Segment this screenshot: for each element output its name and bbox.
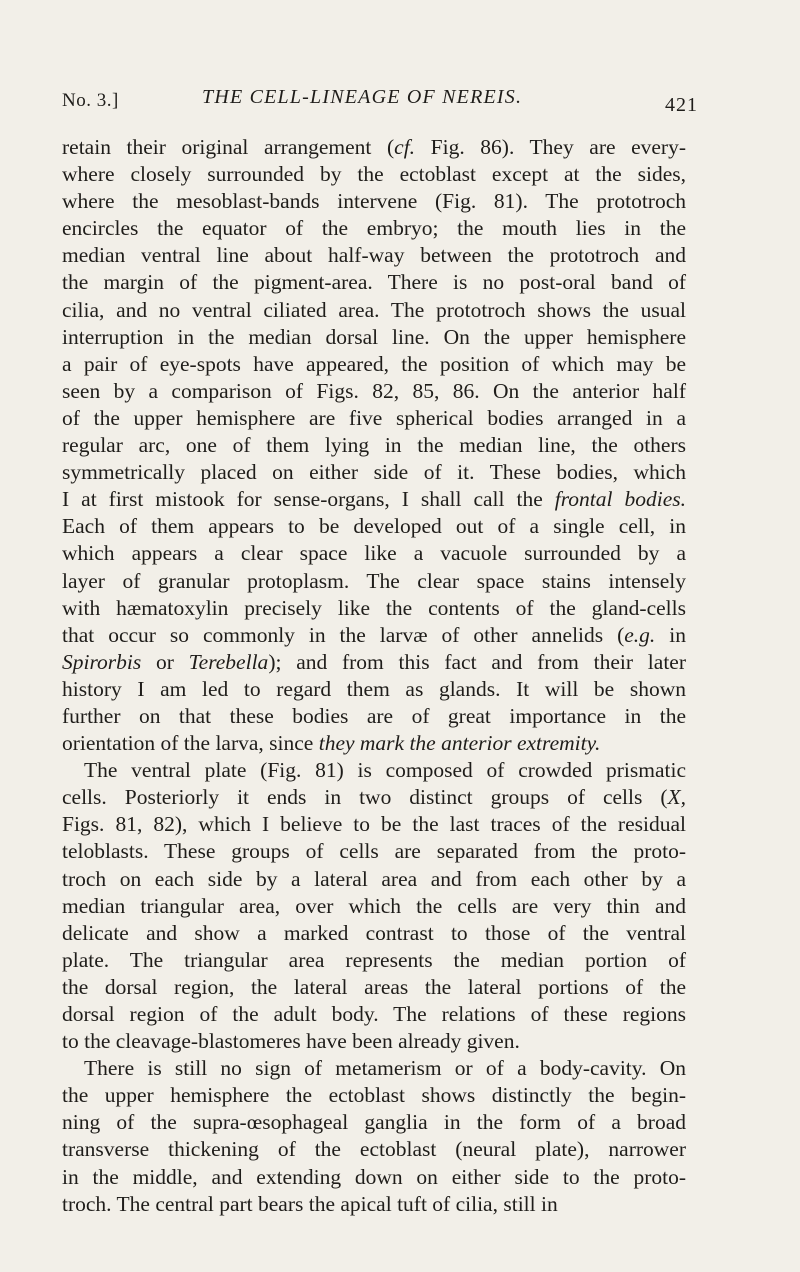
text-segment: in the middle, and extending down on either side to the proto- <box>62 1164 686 1189</box>
text-segment: Each of them appears to be developed out of a single cell, in <box>62 514 686 539</box>
text-line <box>62 134 686 161</box>
text-segment: cells. Posteriorly it ends in two distinct groups of cells ( <box>62 785 668 810</box>
text-line <box>62 947 686 974</box>
italic-text: Terebella <box>188 649 269 674</box>
text-line <box>62 730 686 757</box>
text-segment: Figs. 81, 82), which I believe to be the last traces of the residual <box>62 812 686 837</box>
page-number: 421 <box>665 94 698 116</box>
text-segment: retain their original arrangement ( <box>62 135 395 159</box>
text-segment: median ventral line about half-way between the prototroch and <box>62 243 686 268</box>
text-line <box>62 405 686 432</box>
text-segment: Fig. 86). They are every- <box>415 135 687 159</box>
text-segment: The ventral plate (Fig. 81) is composed of crowded prismatic <box>84 758 686 783</box>
text-line <box>62 838 686 865</box>
text-line <box>62 351 686 378</box>
text-line <box>62 1028 686 1055</box>
text-segment: the upper hemisphere the ectoblast shows distinctly the begin- <box>62 1083 686 1108</box>
text-segment: layer of granular protoplasm. The clear space stains intensely <box>62 568 686 593</box>
text-line <box>62 540 686 567</box>
text-segment: in <box>655 622 686 647</box>
text-segment: cilia, and no ventral ciliated area. The prototroch shows the usual <box>62 297 686 322</box>
text-segment: transverse thickening of the ectoblast (neural plate), narrower <box>62 1137 686 1162</box>
text-segment: to the cleavage-blastomeres have been already given. <box>62 1029 520 1054</box>
text-segment: a pair of eye-spots have appeared, the position of which may be <box>62 351 686 376</box>
text-segment: troch on each side by a lateral area and from each other by a <box>62 866 686 891</box>
text-segment: encircles the equator of the embryo; the mouth lies in the <box>62 216 686 241</box>
text-line <box>62 1136 686 1163</box>
text-segment: or <box>141 649 189 674</box>
text-line <box>62 432 686 459</box>
text-line <box>62 324 686 351</box>
text-line <box>62 703 686 730</box>
italic-text: frontal bodies. <box>554 487 687 512</box>
text-segment: where closely surrounded by the ectoblast except at the sides, <box>62 162 686 187</box>
paragraph <box>62 757 686 1055</box>
text-line <box>62 1082 686 1109</box>
running-title: THE CELL-LINEAGE OF NEREIS. <box>202 86 523 108</box>
text-line <box>62 757 686 784</box>
text-line <box>62 784 686 811</box>
text-line <box>62 568 686 595</box>
text-line <box>62 486 686 513</box>
text-segment: dorsal region of the adult body. The relations of these regions <box>62 1002 686 1026</box>
text-line <box>62 269 686 296</box>
body-text <box>62 134 686 1218</box>
text-segment: of the upper hemisphere are five spherical bodies arranged in a <box>62 405 686 430</box>
text-segment: with hæmatoxylin precisely like the contents of the gland-cells <box>62 595 686 620</box>
text-line <box>62 676 686 703</box>
text-segment: ); and from this fact and from their later <box>268 649 686 674</box>
text-line <box>62 297 686 324</box>
text-line <box>62 649 686 676</box>
text-segment: I at first mistook for sense-organs, I shall call the <box>62 487 555 512</box>
text-segment: that occur so commonly in the larvæ of other annelids ( <box>62 622 625 647</box>
text-segment: teloblasts. These groups of cells are separated from the proto- <box>62 839 686 864</box>
text-segment: the dorsal region, the lateral areas the lateral portions of the <box>62 974 686 999</box>
text-line <box>62 1055 686 1082</box>
text-line <box>62 161 686 188</box>
text-segment: regular arc, one of them lying in the median line, the others <box>62 433 686 458</box>
text-line <box>62 974 686 1001</box>
text-line <box>62 215 686 242</box>
text-line <box>62 1191 686 1218</box>
text-line <box>62 866 686 893</box>
text-segment: the margin of the pigment-area. There is no post-oral band of <box>62 270 686 295</box>
text-line <box>62 188 686 215</box>
text-segment: There is still no sign of metamerism or of a body-cavity. On <box>84 1056 686 1081</box>
paragraph <box>62 1055 686 1218</box>
text-line <box>62 622 686 649</box>
text-segment: seen by a comparison of Figs. 82, 85, 86. On the anterior half <box>62 378 686 403</box>
italic-text: they mark the anterior extremity. <box>318 731 601 756</box>
text-line <box>62 893 686 920</box>
journal-number: No. 3.] <box>62 90 119 111</box>
text-segment: ning of the supra-œsophageal ganglia in the form of a broad <box>62 1110 686 1135</box>
text-segment: history I am led to regard them as glands. It will be shown <box>62 676 686 701</box>
italic-text: e.g. <box>624 622 656 647</box>
text-line <box>62 242 686 269</box>
italic-text: X, <box>667 785 686 810</box>
italic-text: Spirorbis <box>62 649 142 674</box>
italic-text: cf. <box>394 135 416 159</box>
text-segment: symmetrically placed on either side of it. These bodies, which <box>62 460 686 485</box>
text-segment: which appears a clear space like a vacuole surrounded by a <box>62 541 686 566</box>
text-line <box>62 920 686 947</box>
text-line <box>62 1109 686 1136</box>
text-line <box>62 513 686 540</box>
paragraph <box>62 134 686 757</box>
text-line <box>62 595 686 622</box>
text-line <box>62 378 686 405</box>
text-segment: median triangular area, over which the cells are very thin and <box>62 893 686 918</box>
text-line <box>62 811 686 838</box>
text-line <box>62 1164 686 1191</box>
text-segment: troch. The central part bears the apical tuft of cilia, still in <box>62 1191 558 1216</box>
text-line <box>62 1001 686 1028</box>
text-segment: orientation of the larva, since <box>62 731 319 756</box>
text-segment: where the mesoblast-bands intervene (Fig. 81). The prototroch <box>62 189 686 214</box>
text-segment: delicate and show a marked contrast to those of the ventral <box>62 920 686 945</box>
text-segment: further on that these bodies are of great importance in the <box>62 703 686 728</box>
text-line <box>62 459 686 486</box>
running-header <box>62 84 698 118</box>
text-segment: plate. The triangular area represents the median portion of <box>62 947 686 972</box>
text-segment: interruption in the median dorsal line. On the upper hemisphere <box>62 324 686 349</box>
